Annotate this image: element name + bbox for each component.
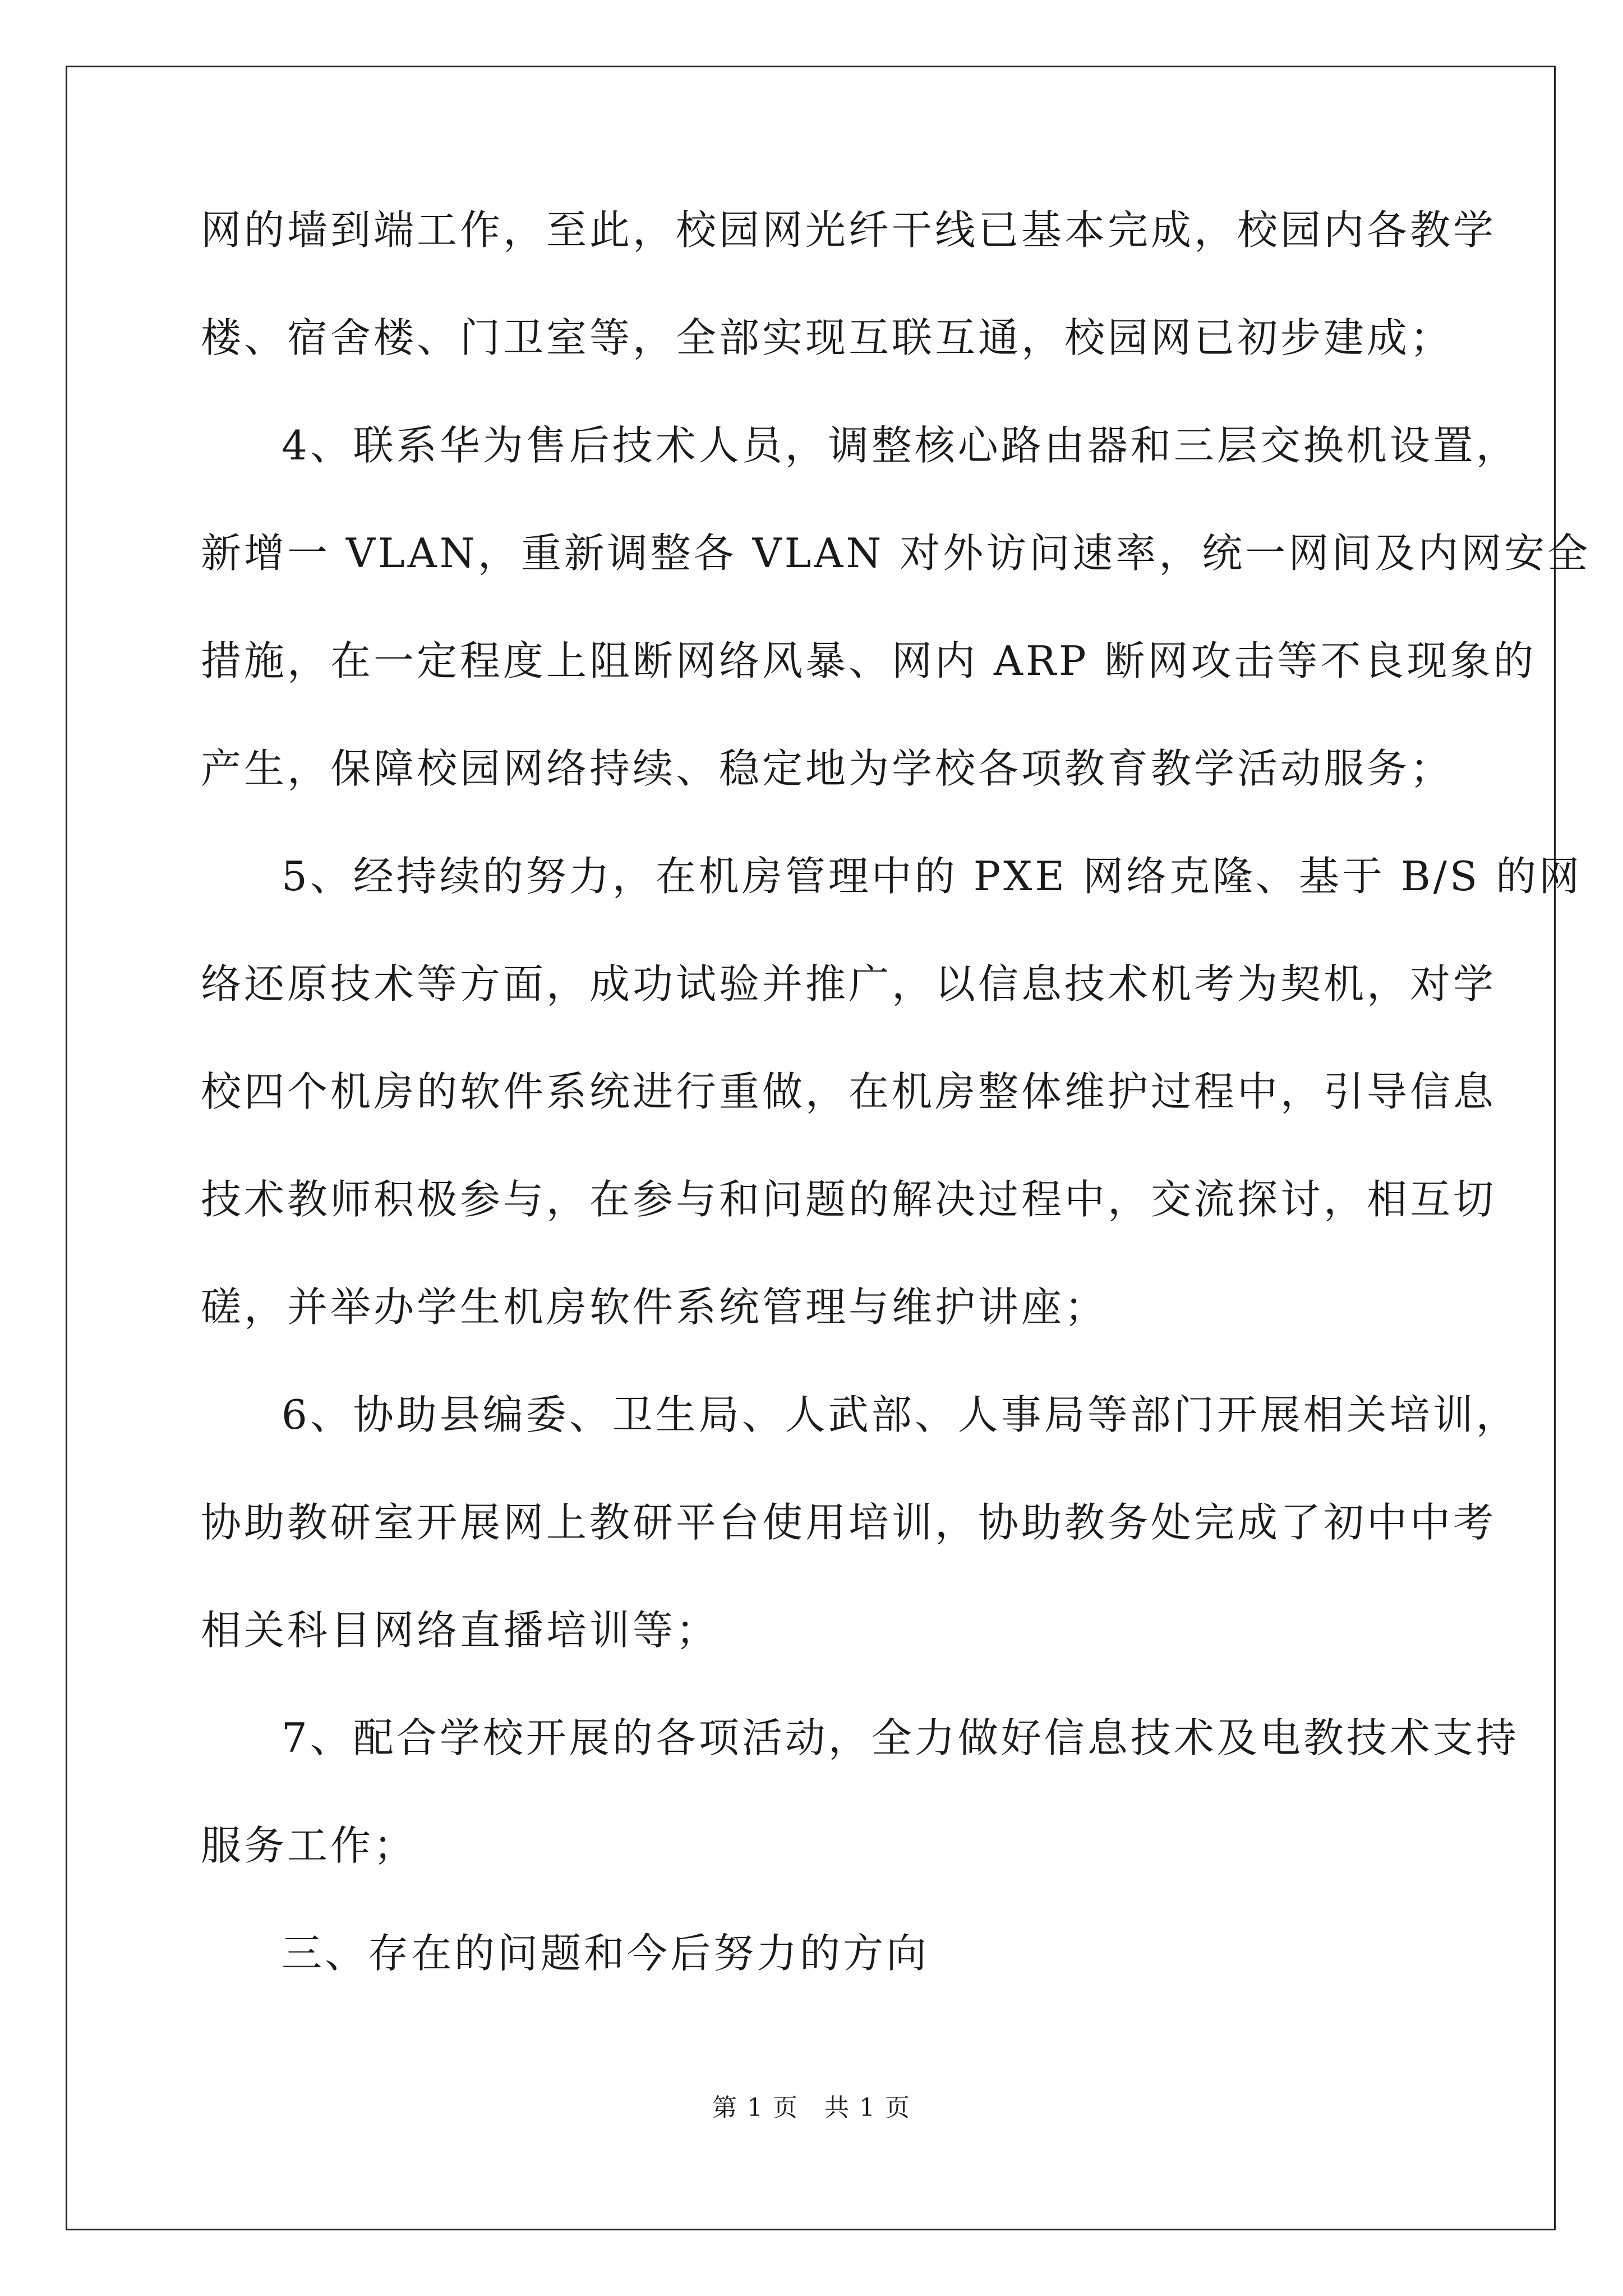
text-line: 6、协助县编委、卫生局、人武部、人事局等部门开展相关培训，: [282, 1391, 1519, 1438]
text-line: 网的墙到端工作，至此，校园网光纤干线已基本完成，校园内各教学: [201, 206, 1497, 254]
text-line: 络还原技术等方面，成功试验并推广，以信息技术机考为契机，对学: [201, 960, 1497, 1007]
text-line: 4、联系华为售后技术人员，调整核心路由器和三层交换机设置，: [282, 422, 1519, 469]
page-footer: 第 1 页 共 1 页: [712, 2093, 911, 2122]
text-line: 措施，在一定程度上阻断网络风暴、网内 ARP 断网攻击等不良现象的: [201, 637, 1537, 684]
text-line: 磋，并举办学生机房软件系统管理与维护讲座；: [201, 1283, 1108, 1331]
text-line: 楼、宿舍楼、门卫室等，全部实现互联互通，校园网已初步建成；: [201, 314, 1454, 361]
document-body: [201, 202, 1591, 2033]
text-line: 协助教研室开展网上教研平台使用培训，协助教务处完成了初中中考: [201, 1499, 1497, 1546]
text-line: 产生，保障校园网络持续、稳定地为学校各项教育教学活动服务；: [201, 745, 1454, 792]
text-line: 服务工作；: [201, 1822, 417, 1869]
section-heading: 三、存在的问题和今后努力的方向: [282, 1930, 930, 1977]
text-line: 7、配合学校开展的各项活动，全力做好信息技术及电教技术支持: [282, 1714, 1519, 1761]
text-line: 5、经持续的努力，在机房管理中的 PXE 网络克隆、基于 B/S 的网: [282, 853, 1583, 900]
text-line: 相关科目网络直播培训等；: [201, 1607, 720, 1654]
text-line: 新增一 VLAN，重新调整各 VLAN 对外访问速率，统一网间及内网安全: [201, 530, 1591, 577]
text-line: 技术教师积极参与，在参与和问题的解决过程中，交流探讨，相互切: [201, 1176, 1497, 1223]
text-line: 校四个机房的软件系统进行重做，在机房整体维护过程中，引导信息: [201, 1068, 1497, 1115]
